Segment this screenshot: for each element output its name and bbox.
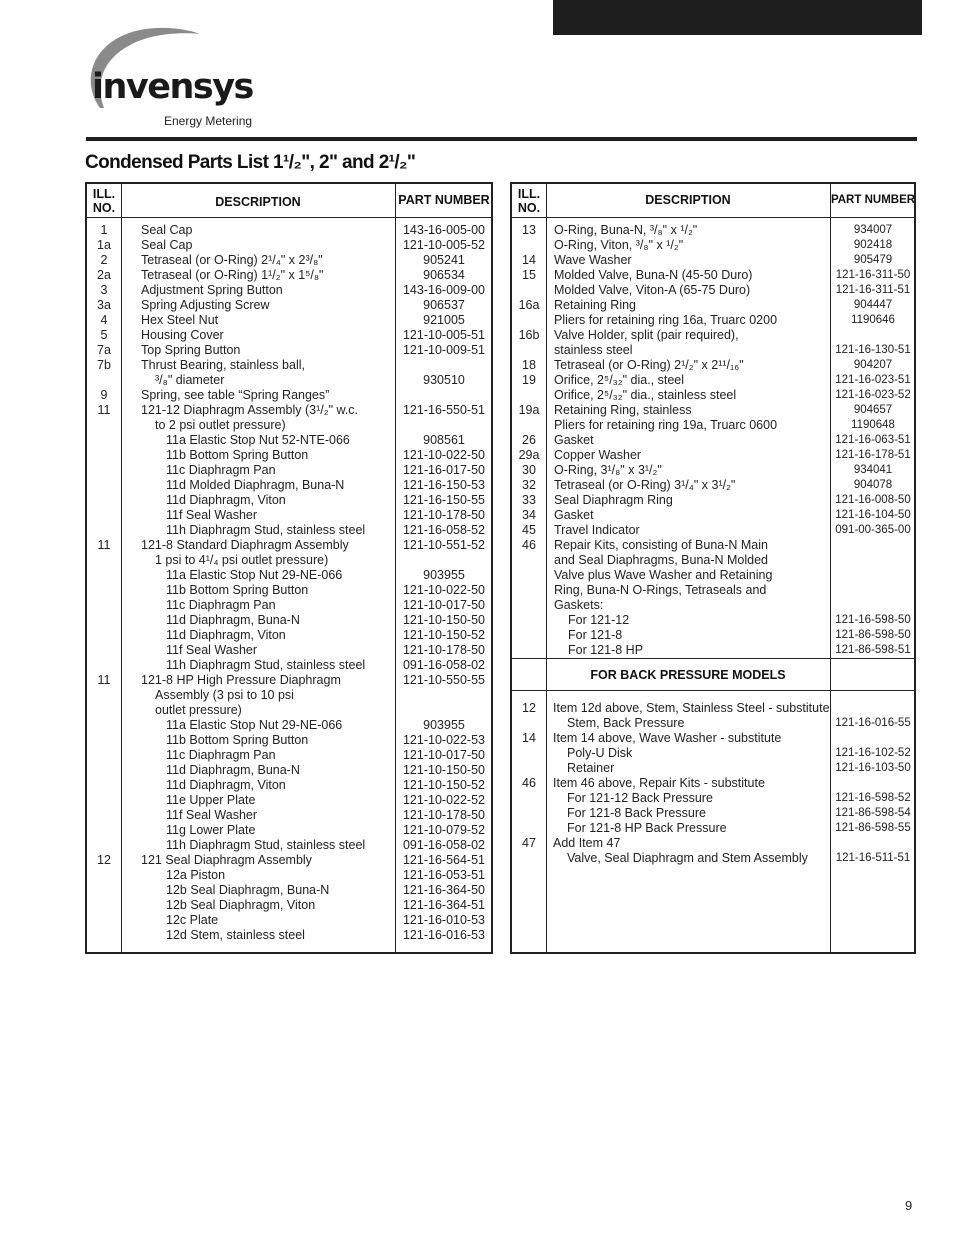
row-part-number: 121-10-150-50 bbox=[402, 763, 485, 777]
row-description: 11f Seal Washer bbox=[166, 508, 258, 522]
row-part-number: 121-16-017-50 bbox=[402, 463, 485, 477]
row-description: outlet pressure) bbox=[155, 703, 242, 717]
row-description: Ring, Buna-N O-Rings, Tetraseals and bbox=[554, 583, 767, 597]
row-part-number bbox=[830, 776, 916, 791]
row-ill-no bbox=[87, 373, 121, 388]
row-description: stainless steel bbox=[554, 343, 633, 357]
row-description: 11c Diaphragm Pan bbox=[166, 748, 276, 762]
row-description: 11e Upper Plate bbox=[166, 793, 256, 807]
row-description: 11d Molded Diaphragm, Buna-N bbox=[166, 478, 345, 492]
row-ill-no: 46 bbox=[522, 538, 536, 552]
row-description: to 2 psi outlet pressure) bbox=[155, 418, 286, 432]
row-ill-no bbox=[87, 448, 121, 463]
row-ill-no bbox=[87, 478, 121, 493]
row-description: Valve, Seal Diaphragm and Stem Assembly bbox=[567, 851, 808, 865]
row-part-number: 904207 bbox=[853, 359, 893, 371]
row-description: O-Ring, 3¹/₈" x 3¹/₂" bbox=[554, 463, 662, 477]
row-ill-no: 47 bbox=[522, 836, 536, 850]
row-description: Gaskets: bbox=[554, 598, 604, 612]
row-description: Stem, Back Pressure bbox=[567, 716, 685, 730]
row-ill-no: 11 bbox=[97, 403, 111, 417]
row-description: Assembly (3 psi to 10 psi bbox=[155, 688, 294, 702]
row-description: For 121-12 Back Pressure bbox=[567, 791, 713, 805]
row-ill-no bbox=[512, 598, 546, 613]
row-ill-no bbox=[87, 598, 121, 613]
row-part-number: 121-16-564-51 bbox=[402, 853, 485, 867]
row-ill-no: 15 bbox=[522, 268, 536, 282]
row-ill-no: 3a bbox=[97, 298, 111, 312]
row-description: Valve plus Wave Washer and Retaining bbox=[554, 568, 773, 582]
row-description: Thrust Bearing, stainless ball, bbox=[141, 358, 305, 372]
row-part-number: 121-16-598-52 bbox=[835, 792, 911, 804]
row-ill-no bbox=[87, 418, 121, 433]
row-ill-no: 7a bbox=[97, 343, 111, 357]
row-description: 11g Lower Plate bbox=[166, 823, 256, 837]
row-part-number bbox=[830, 701, 916, 716]
row-description: 121-12 Diaphragm Assembly (3¹/₂" w.c. bbox=[141, 403, 359, 417]
row-part-number bbox=[830, 836, 916, 851]
row-description: For 121-8 Back Pressure bbox=[567, 806, 706, 820]
row-ill-no: 46 bbox=[522, 776, 536, 790]
row-part-number: 904078 bbox=[853, 479, 893, 491]
row-ill-no: 45 bbox=[522, 523, 536, 537]
row-part-number: 143-16-005-00 bbox=[402, 223, 485, 237]
row-ill-no bbox=[87, 613, 121, 628]
row-description: Poly-U Disk bbox=[567, 746, 633, 760]
row-ill-no: 12 bbox=[97, 853, 111, 867]
row-description: O-Ring, Buna-N, ³/₈" x ¹/₂" bbox=[554, 223, 698, 237]
row-part-number: 121-10-005-51 bbox=[402, 328, 485, 342]
row-ill-no bbox=[512, 746, 546, 761]
page-title: Condensed Parts List 1¹/₂", 2" and 2¹/₂" bbox=[85, 152, 416, 173]
row-part-number: 906537 bbox=[423, 298, 465, 312]
row-description: 11h Diaphragm Stud, stainless steel bbox=[166, 523, 366, 537]
row-ill-no bbox=[512, 806, 546, 821]
row-ill-no bbox=[87, 523, 121, 538]
row-description: 11h Diaphragm Stud, stainless steel bbox=[166, 658, 366, 672]
row-description: 11d Diaphragm, Viton bbox=[166, 628, 286, 642]
row-description: 11h Diaphragm Stud, stainless steel bbox=[166, 838, 366, 852]
row-description: Gasket bbox=[554, 433, 594, 447]
row-part-number bbox=[830, 568, 916, 583]
back-pressure-section-header: FOR BACK PRESSURE MODELS bbox=[590, 668, 786, 682]
row-description: Adjustment Spring Button bbox=[141, 283, 283, 297]
row-part-number: 121-16-023-52 bbox=[835, 389, 911, 401]
parts-table-right bbox=[510, 182, 916, 954]
row-description: Copper Washer bbox=[554, 448, 642, 462]
row-description: O-Ring, Viton, ³/₈" x ¹/₂" bbox=[554, 238, 684, 252]
row-part-number: 921005 bbox=[423, 313, 465, 327]
row-ill-no: 11 bbox=[97, 538, 111, 552]
page-number: 9 bbox=[905, 1198, 913, 1213]
row-ill-no bbox=[87, 688, 121, 703]
col-header-part-number: PART NUMBER bbox=[830, 194, 916, 206]
col-header-ill-no: ILL. NO. bbox=[517, 187, 541, 215]
row-ill-no bbox=[87, 883, 121, 898]
row-part-number: 121-86-598-50 bbox=[835, 629, 911, 641]
company-logo bbox=[82, 26, 262, 136]
row-part-number: 121-10-178-50 bbox=[402, 508, 485, 522]
col-header-ill-no: ILL. NO. bbox=[92, 187, 116, 215]
row-description: 11d Diaphragm, Buna-N bbox=[166, 613, 300, 627]
row-description: Orifice, 2⁵/₃₂" dia., stainless steel bbox=[554, 388, 737, 402]
row-ill-no: 1a bbox=[97, 238, 111, 252]
row-part-number: 091-16-058-02 bbox=[402, 838, 485, 852]
row-ill-no bbox=[512, 628, 546, 643]
row-part-number: 908561 bbox=[423, 433, 465, 447]
row-part-number bbox=[830, 538, 916, 553]
row-part-number: 903955 bbox=[423, 568, 465, 582]
row-description: Repair Kits, consisting of Buna-N Main bbox=[554, 538, 768, 552]
row-description: For 121-8 HP Back Pressure bbox=[567, 821, 727, 835]
row-description: Gasket bbox=[554, 508, 594, 522]
row-ill-no: 2 bbox=[100, 253, 108, 267]
row-part-number bbox=[830, 553, 916, 568]
row-part-number: 121-86-598-54 bbox=[835, 807, 911, 819]
row-ill-no bbox=[87, 553, 121, 568]
row-ill-no: 19a bbox=[518, 403, 540, 417]
row-part-number: 121-16-178-51 bbox=[835, 449, 911, 461]
brand-name: invensys bbox=[92, 67, 253, 107]
row-ill-no bbox=[512, 418, 546, 433]
row-ill-no bbox=[512, 583, 546, 598]
row-description: Tetraseal (or O-Ring) 3¹/₄" x 3¹/₂" bbox=[554, 478, 736, 492]
row-ill-no bbox=[87, 778, 121, 793]
row-description: Spring, see table “Spring Ranges” bbox=[141, 388, 330, 402]
row-description: 11b Bottom Spring Button bbox=[166, 583, 309, 597]
row-description: Top Spring Button bbox=[141, 343, 241, 357]
row-ill-no bbox=[512, 238, 546, 253]
row-part-number: 121-16-102-52 bbox=[835, 747, 911, 759]
row-description: Orifice, 2⁵/₃₂" dia., steel bbox=[554, 373, 685, 387]
row-ill-no: 16b bbox=[518, 328, 540, 342]
header-rule bbox=[86, 137, 917, 141]
row-ill-no bbox=[87, 433, 121, 448]
row-part-number: 121-16-364-50 bbox=[402, 883, 485, 897]
row-description: Valve Holder, split (pair required), bbox=[554, 328, 739, 342]
row-ill-no bbox=[87, 928, 121, 943]
row-part-number: 121-16-008-50 bbox=[835, 494, 911, 506]
row-description: 11c Diaphragm Pan bbox=[166, 463, 276, 477]
row-ill-no bbox=[87, 838, 121, 853]
row-description: 11b Bottom Spring Button bbox=[166, 733, 309, 747]
row-description: Retaining Ring bbox=[554, 298, 636, 312]
row-part-number bbox=[395, 553, 493, 568]
col-header-description: DESCRIPTION bbox=[645, 193, 731, 207]
row-description: 11a Elastic Stop Nut 29-NE-066 bbox=[166, 718, 343, 732]
row-ill-no: 4 bbox=[100, 313, 108, 327]
row-ill-no bbox=[512, 761, 546, 776]
row-part-number: 121-16-150-55 bbox=[402, 493, 485, 507]
row-description: Item 12d above, Stem, Stainless Steel - substitute bbox=[553, 701, 830, 715]
row-part-number bbox=[830, 731, 916, 746]
row-ill-no: 14 bbox=[522, 731, 536, 745]
row-part-number: 121-16-058-52 bbox=[402, 523, 485, 537]
row-part-number: 121-16-511-51 bbox=[835, 852, 911, 864]
row-description: 12b Seal Diaphragm, Buna-N bbox=[166, 883, 330, 897]
row-ill-no bbox=[512, 343, 546, 358]
row-ill-no: 7b bbox=[97, 358, 111, 372]
row-part-number: 121-16-311-50 bbox=[835, 269, 911, 281]
row-part-number: 121-16-063-51 bbox=[835, 434, 911, 446]
row-ill-no bbox=[87, 718, 121, 733]
row-description: 11d Diaphragm, Viton bbox=[166, 778, 286, 792]
row-ill-no: 14 bbox=[522, 253, 536, 267]
row-ill-no bbox=[87, 628, 121, 643]
row-part-number bbox=[395, 688, 493, 703]
row-ill-no: 32 bbox=[522, 478, 536, 492]
row-part-number: 903955 bbox=[423, 718, 465, 732]
row-ill-no bbox=[87, 493, 121, 508]
row-description: Spring Adjusting Screw bbox=[141, 298, 270, 312]
row-description: 11d Diaphragm, Buna-N bbox=[166, 763, 300, 777]
row-part-number bbox=[395, 358, 493, 373]
brand-tagline: Energy Metering bbox=[164, 114, 253, 128]
col-header-description: DESCRIPTION bbox=[215, 195, 301, 209]
row-part-number: 121-16-016-55 bbox=[835, 717, 911, 729]
parts-table-left bbox=[85, 182, 493, 954]
row-part-number: 121-10-022-50 bbox=[402, 448, 485, 462]
row-part-number: 121-16-023-51 bbox=[835, 374, 911, 386]
row-ill-no bbox=[512, 851, 546, 866]
row-part-number: 143-16-009-00 bbox=[402, 283, 485, 297]
row-ill-no bbox=[87, 463, 121, 478]
row-ill-no: 29a bbox=[518, 448, 540, 462]
row-ill-no: 13 bbox=[522, 223, 536, 237]
row-description: Item 46 above, Repair Kits - substitute bbox=[553, 776, 765, 790]
row-description: Add Item 47 bbox=[553, 836, 621, 850]
row-ill-no bbox=[512, 553, 546, 568]
row-description: 12d Stem, stainless steel bbox=[166, 928, 305, 942]
row-description: Seal Cap bbox=[141, 223, 193, 237]
row-part-number: 904447 bbox=[853, 299, 893, 311]
row-part-number: 121-16-016-53 bbox=[402, 928, 485, 942]
row-part-number: 121-86-598-55 bbox=[835, 822, 911, 834]
row-description: Travel Indicator bbox=[554, 523, 640, 537]
row-part-number: 121-10-178-50 bbox=[402, 808, 485, 822]
row-part-number: 121-10-022-52 bbox=[402, 793, 485, 807]
row-part-number: 905241 bbox=[423, 253, 465, 267]
row-description: Molded Valve, Buna-N (45-50 Duro) bbox=[554, 268, 753, 282]
row-ill-no bbox=[87, 793, 121, 808]
row-part-number: 121-10-150-52 bbox=[402, 778, 485, 792]
row-part-number: 1190646 bbox=[851, 314, 895, 326]
row-description: 1 psi to 4¹/₄ psi outlet pressure) bbox=[155, 553, 329, 567]
row-part-number: 121-10-022-50 bbox=[402, 583, 485, 597]
row-ill-no: 5 bbox=[100, 328, 108, 342]
row-ill-no bbox=[87, 898, 121, 913]
row-ill-no bbox=[87, 808, 121, 823]
row-part-number: 121-16-150-53 bbox=[402, 478, 485, 492]
row-description: Hex Steel Nut bbox=[141, 313, 219, 327]
row-ill-no bbox=[87, 703, 121, 718]
row-description: Seal Cap bbox=[141, 238, 193, 252]
row-part-number: 121-10-005-52 bbox=[402, 238, 485, 252]
row-description: 11f Seal Washer bbox=[166, 643, 258, 657]
row-ill-no: 16a bbox=[518, 298, 540, 312]
row-part-number: 121-10-178-50 bbox=[402, 643, 485, 657]
row-part-number: 121-10-017-50 bbox=[402, 748, 485, 762]
row-part-number bbox=[830, 328, 916, 343]
row-ill-no bbox=[512, 313, 546, 328]
row-part-number: 121-10-551-52 bbox=[402, 538, 485, 552]
row-ill-no: 11 bbox=[97, 673, 111, 687]
row-part-number: 121-16-598-50 bbox=[835, 614, 911, 626]
row-part-number: 121-10-079-52 bbox=[402, 823, 485, 837]
row-description: 121-8 Standard Diaphragm Assembly bbox=[141, 538, 349, 552]
row-part-number bbox=[395, 418, 493, 433]
row-part-number: 121-10-022-53 bbox=[402, 733, 485, 747]
row-description: Housing Cover bbox=[141, 328, 224, 342]
row-description: Wave Washer bbox=[554, 253, 632, 267]
row-ill-no bbox=[512, 643, 546, 658]
row-part-number: 121-10-017-50 bbox=[402, 598, 485, 612]
row-part-number bbox=[830, 583, 916, 598]
row-description: 11f Seal Washer bbox=[166, 808, 258, 822]
row-ill-no bbox=[512, 716, 546, 731]
row-ill-no: 2a bbox=[97, 268, 111, 282]
row-ill-no: 33 bbox=[522, 493, 536, 507]
row-description: 12b Seal Diaphragm, Viton bbox=[166, 898, 316, 912]
row-part-number: 1190648 bbox=[851, 419, 895, 431]
row-part-number: 091-16-058-02 bbox=[402, 658, 485, 672]
row-description: 12a Piston bbox=[166, 868, 226, 882]
row-part-number: 902418 bbox=[853, 239, 893, 251]
row-ill-no: 30 bbox=[522, 463, 536, 477]
row-ill-no bbox=[512, 791, 546, 806]
row-description: 11b Bottom Spring Button bbox=[166, 448, 309, 462]
row-ill-no bbox=[87, 643, 121, 658]
row-ill-no: 19 bbox=[522, 373, 536, 387]
row-part-number: 121-16-103-50 bbox=[835, 762, 911, 774]
row-description: For 121-8 HP bbox=[568, 643, 644, 657]
row-description: Molded Valve, Viton-A (65-75 Duro) bbox=[554, 283, 751, 297]
row-ill-no bbox=[87, 868, 121, 883]
row-description: Tetraseal (or O-Ring) 2¹/₄" x 2³/₈" bbox=[141, 253, 323, 267]
row-part-number: 121-16-364-51 bbox=[402, 898, 485, 912]
col-header-part-number: PART NUMBER bbox=[398, 193, 490, 207]
row-ill-no bbox=[512, 568, 546, 583]
row-description: For 121-12 bbox=[568, 613, 630, 627]
row-ill-no bbox=[512, 283, 546, 298]
row-part-number bbox=[395, 388, 493, 403]
row-description: 12c Plate bbox=[166, 913, 219, 927]
row-ill-no bbox=[87, 748, 121, 763]
row-description: 11a Elastic Stop Nut 29-NE-066 bbox=[166, 568, 343, 582]
row-part-number: 121-10-009-51 bbox=[402, 343, 485, 357]
row-description: For 121-8 bbox=[568, 628, 623, 642]
row-part-number: 121-10-550-55 bbox=[402, 673, 485, 687]
row-part-number: 121-10-150-52 bbox=[402, 628, 485, 642]
row-ill-no bbox=[87, 658, 121, 673]
row-ill-no bbox=[87, 568, 121, 583]
row-ill-no bbox=[87, 583, 121, 598]
row-part-number: 121-16-130-51 bbox=[835, 344, 911, 356]
row-ill-no bbox=[87, 508, 121, 523]
row-ill-no: 34 bbox=[522, 508, 536, 522]
row-ill-no bbox=[512, 388, 546, 403]
row-ill-no: 3 bbox=[100, 283, 108, 297]
row-ill-no bbox=[512, 613, 546, 628]
row-description: ³/₈" diameter bbox=[155, 373, 225, 387]
row-part-number: 905479 bbox=[853, 254, 893, 266]
row-description: Tetraseal (or O-Ring) 1¹/₂" x 1⁵/₈" bbox=[141, 268, 324, 282]
row-part-number: 904657 bbox=[853, 404, 893, 416]
row-description: 121 Seal Diaphragm Assembly bbox=[141, 853, 312, 867]
row-description: 11c Diaphragm Pan bbox=[166, 598, 276, 612]
row-ill-no bbox=[87, 763, 121, 778]
row-part-number: 121-16-550-51 bbox=[402, 403, 485, 417]
row-ill-no bbox=[87, 733, 121, 748]
row-part-number: 121-16-104-50 bbox=[835, 509, 911, 521]
row-part-number bbox=[830, 598, 916, 613]
row-ill-no: 18 bbox=[522, 358, 536, 372]
header-bar bbox=[553, 0, 922, 35]
row-description: Retainer bbox=[567, 761, 615, 775]
row-ill-no: 9 bbox=[100, 388, 108, 402]
row-part-number: 934041 bbox=[853, 464, 893, 476]
row-part-number: 930510 bbox=[423, 373, 465, 387]
row-part-number: 091-00-365-00 bbox=[835, 524, 911, 536]
row-ill-no bbox=[87, 913, 121, 928]
row-ill-no: 1 bbox=[100, 223, 108, 237]
row-description: Retaining Ring, stainless bbox=[554, 403, 692, 417]
row-description: 11a Elastic Stop Nut 52-NTE-066 bbox=[166, 433, 350, 447]
row-part-number: 121-16-010-53 bbox=[402, 913, 485, 927]
row-description: Pliers for retaining ring 16a, Truarc 0200 bbox=[554, 313, 778, 327]
row-part-number: 121-86-598-51 bbox=[835, 644, 911, 656]
row-part-number: 121-10-150-50 bbox=[402, 613, 485, 627]
row-ill-no bbox=[87, 823, 121, 838]
row-ill-no bbox=[512, 821, 546, 836]
row-description: Pliers for retaining ring 19a, Truarc 0600 bbox=[554, 418, 778, 432]
row-ill-no: 26 bbox=[522, 433, 536, 447]
row-description: Seal Diaphragm Ring bbox=[554, 493, 673, 507]
row-part-number: 934007 bbox=[853, 224, 893, 236]
row-description: 11d Diaphragm, Viton bbox=[166, 493, 286, 507]
row-ill-no: 12 bbox=[522, 701, 536, 715]
row-part-number bbox=[395, 703, 493, 718]
row-part-number: 121-16-311-51 bbox=[835, 284, 911, 296]
row-description: 121-8 HP High Pressure Diaphragm bbox=[141, 673, 341, 687]
row-description: Item 14 above, Wave Washer - substitute bbox=[553, 731, 782, 745]
row-part-number: 121-16-053-51 bbox=[402, 868, 485, 882]
row-description: Tetraseal (or O-Ring) 2¹/₂" x 2¹¹/₁₆" bbox=[554, 358, 744, 372]
row-description: and Seal Diaphragms, Buna-N Molded bbox=[554, 553, 769, 567]
row-part-number: 906534 bbox=[423, 268, 465, 282]
